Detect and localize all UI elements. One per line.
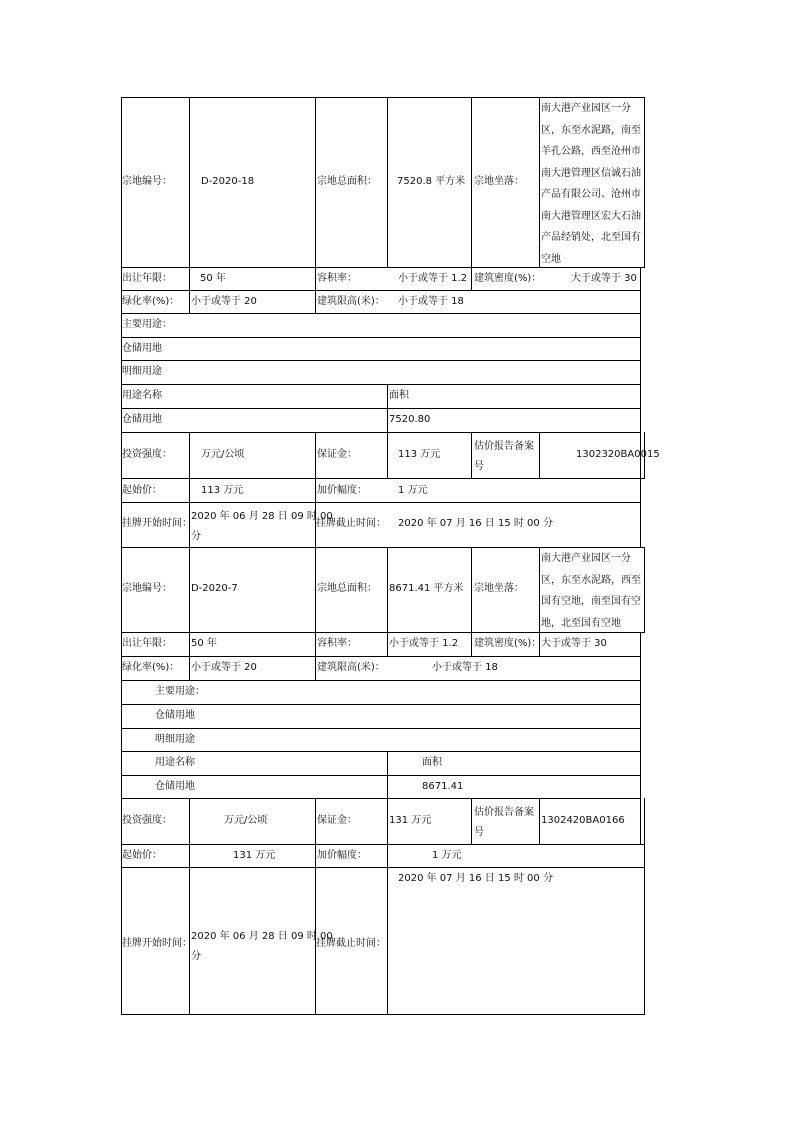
increment-value: 1 万元 <box>398 485 428 496</box>
table-border-right <box>640 632 641 845</box>
report-label-line: 估价报告备案 <box>474 807 534 818</box>
far-label: 容积率： <box>317 273 357 284</box>
invest-label: 投资强度： <box>122 449 172 460</box>
term-label: 出让年限： <box>122 273 172 284</box>
report-label-line: 估价报告备案 <box>474 441 534 452</box>
location-line: 产品经销处，北至国有 <box>541 232 641 243</box>
parcel-area-label: 宗地总面积： <box>317 176 377 187</box>
use-area: 7520.80 <box>389 414 431 425</box>
col-rule <box>315 97 316 314</box>
report-label-line: 号 <box>474 461 484 472</box>
col-rule <box>539 798 540 845</box>
main-use-label: 主要用途： <box>155 686 205 697</box>
row-rule <box>121 478 645 479</box>
col-rule <box>387 751 388 799</box>
row-rule <box>121 432 640 433</box>
col-rule <box>387 432 388 479</box>
col-rule <box>387 547 388 657</box>
row-rule <box>121 704 640 705</box>
list-start-line: 2020 年 06 月 28 日 09 时 00 <box>191 511 333 522</box>
location-line: 地，北至国有空地 <box>541 617 621 629</box>
row-rule <box>121 408 640 409</box>
deposit-label: 保证金： <box>317 449 357 460</box>
parcel-location-label: 宗地坐落： <box>474 176 524 187</box>
deposit-value: 131 万元 <box>389 815 432 826</box>
col-rule <box>471 432 472 479</box>
use-name-header: 用途名称 <box>155 757 195 768</box>
parcel-code-label: 宗地编号： <box>122 583 172 594</box>
list-start-line: 2020 年 06 月 28 日 09 时 00 <box>191 931 333 942</box>
list-end-label: 挂牌截止时间： <box>316 518 386 529</box>
col-rule <box>471 97 472 291</box>
table-border-right <box>644 798 645 1015</box>
far-label: 容积率： <box>317 638 357 649</box>
detail-use-label: 明细用途 <box>122 366 162 377</box>
list-end-value: 2020 年 07 月 16 日 15 时 00 分 <box>398 873 553 884</box>
term-value: 50 年 <box>200 273 226 284</box>
parcel-location-label: 宗地坐落： <box>474 583 524 594</box>
height-value: 小于或等于 18 <box>398 296 464 307</box>
increment-label: 加价幅度： <box>317 850 367 861</box>
main-use-value: 仓储用地 <box>155 710 195 721</box>
table-border-right <box>640 478 641 548</box>
list-end-value: 2020 年 07 月 16 日 15 时 00 分 <box>398 518 553 529</box>
area-header: 面积 <box>389 390 409 401</box>
parcel-area: 8671.41 平方米 <box>389 583 464 594</box>
density-value: 大于或等于 30 <box>541 638 607 649</box>
parcel-code-label: 宗地编号： <box>122 176 172 187</box>
col-rule <box>471 547 472 657</box>
col-rule <box>189 547 190 680</box>
list-start-value <box>191 927 333 967</box>
row-rule <box>121 337 640 338</box>
parcel-code: D-2020-7 <box>191 583 238 594</box>
area-header: 面积 <box>422 757 442 768</box>
green-label: 绿化率(%)： <box>122 662 180 673</box>
deposit-value: 113 万元 <box>398 449 441 460</box>
row-rule <box>121 751 640 752</box>
report-label-line: 号 <box>474 827 484 838</box>
main-use-value: 仓储用地 <box>122 343 162 354</box>
row-rule <box>121 502 640 503</box>
height-label: 建筑限高(米)： <box>317 296 385 307</box>
term-label: 出让年限： <box>122 638 172 649</box>
start-price-value: 113 万元 <box>201 485 244 496</box>
parcel-code: D-2020-18 <box>201 176 255 187</box>
table-border-left <box>121 97 122 1015</box>
list-start-line: 分 <box>191 951 201 962</box>
report-value: 1302420BA0166 <box>541 815 625 826</box>
start-price-label: 起始价： <box>122 850 162 861</box>
row-rule <box>121 656 640 657</box>
list-start-line: 分 <box>191 531 201 542</box>
row-rule <box>121 384 640 385</box>
location-line: 产品有限公司、沧州市 <box>541 189 641 200</box>
location-line: 国有空地，南至国有空 <box>541 596 641 607</box>
parcel-location <box>541 98 645 270</box>
use-area: 8671.41 <box>422 781 464 792</box>
col-rule <box>539 432 540 479</box>
far-value: 小于或等于 1.2 <box>398 273 468 284</box>
main-use-label: 主要用途： <box>122 319 172 330</box>
green-value: 小于或等于 20 <box>191 662 257 673</box>
report-label <box>474 437 534 477</box>
deposit-label: 保证金： <box>317 815 357 826</box>
height-label: 建筑限高(米)： <box>317 662 385 673</box>
col-rule <box>471 798 472 845</box>
location-line: 区，东至水泥路，南至 <box>541 124 641 136</box>
density-value: 大于或等于 30 <box>571 273 637 284</box>
location-line: 空地 <box>541 253 561 265</box>
col-rule <box>315 798 316 1015</box>
row-rule <box>121 290 640 291</box>
parcel-location <box>541 548 645 634</box>
col-rule <box>189 97 190 314</box>
use-name: 仓储用地 <box>155 781 195 792</box>
col-rule <box>387 384 388 433</box>
increment-value: 1 万元 <box>432 850 462 861</box>
increment-label: 加价幅度： <box>317 485 367 496</box>
row-rule <box>121 728 640 729</box>
invest-value: 万元/公顷 <box>224 815 268 826</box>
location-line: 南大港产业园区一分 <box>541 103 631 114</box>
location-line: 南大港管理区宏大石油 <box>541 210 641 222</box>
report-label <box>474 803 534 843</box>
location-line: 区，东至水泥路，西至 <box>541 574 641 586</box>
location-line: 南大港管理区信诚石油 <box>541 167 641 179</box>
green-label: 绿化率(%)： <box>122 296 180 307</box>
invest-value: 万元/公顷 <box>201 449 245 460</box>
row-rule <box>121 844 645 845</box>
row-rule <box>121 360 640 361</box>
use-name: 仓储用地 <box>122 414 162 425</box>
col-rule <box>387 798 388 1015</box>
list-start-label: 挂牌开始时间： <box>122 938 192 949</box>
row-rule <box>121 775 640 776</box>
height-value: 小于或等于 18 <box>432 662 498 673</box>
density-label: 建筑密度(%)： <box>474 273 542 284</box>
term-value: 50 年 <box>191 638 217 649</box>
green-value: 小于或等于 20 <box>191 296 257 307</box>
col-rule <box>189 798 190 1015</box>
row-rule <box>121 1014 645 1015</box>
col-rule <box>387 97 388 268</box>
use-name-header: 用途名称 <box>122 390 162 401</box>
report-value: 1302320BA0015 <box>576 449 660 460</box>
location-line: 羊孔公路，西至沧州市 <box>541 146 641 157</box>
row-rule <box>121 313 640 314</box>
parcel-area-label: 宗地总面积： <box>317 583 377 594</box>
row-rule <box>121 680 640 681</box>
list-start-value <box>191 507 333 547</box>
col-rule <box>315 547 316 680</box>
location-line: 南大港产业园区一分 <box>541 553 631 564</box>
start-price-value: 131 万元 <box>233 850 276 861</box>
invest-label: 投资强度： <box>122 815 172 826</box>
density-label: 建筑密度(%)： <box>474 638 542 649</box>
row-rule <box>121 867 645 868</box>
col-rule <box>539 97 540 268</box>
far-value: 小于或等于 1.2 <box>389 638 459 649</box>
list-start-label: 挂牌开始时间： <box>122 518 192 529</box>
list-end-label: 挂牌截止时间： <box>316 938 386 949</box>
detail-use-label: 明细用途 <box>155 734 195 745</box>
start-price-label: 起始价： <box>122 485 162 496</box>
row-rule <box>121 798 640 799</box>
parcel-area: 7520.8 平方米 <box>397 176 466 187</box>
